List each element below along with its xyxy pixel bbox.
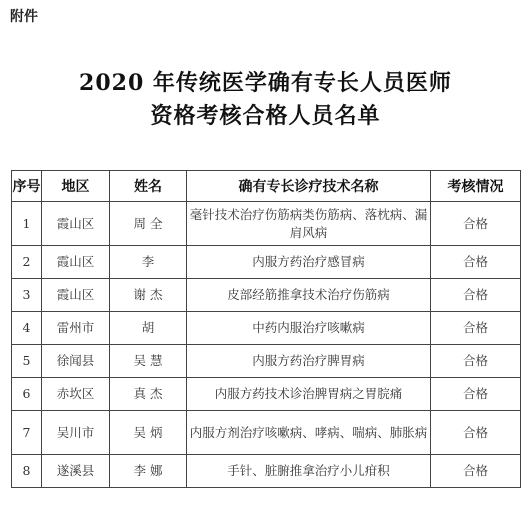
table-row [12, 345, 521, 378]
cell-name: 吴 炳 [110, 411, 187, 455]
cell-result: 合格 [431, 345, 521, 378]
table-row [12, 279, 521, 312]
cell-serial-number: 2 [12, 246, 42, 279]
cell-technique: 毫针技术治疗伤筋病类伤筋病、落枕病、漏肩风病 [187, 202, 431, 246]
table-row [12, 312, 521, 345]
attachment-label: 附件 [10, 9, 38, 25]
cell-region: 赤坎区 [42, 378, 110, 411]
header-name: 姓名 [110, 171, 187, 202]
cell-technique: 内服方剂治疗咳嗽病、哮病、喘病、肺胀病 [187, 411, 431, 455]
cell-result: 合格 [431, 202, 521, 246]
document-title-line-1: 2020 年传统医学确有专长人员医师 [79, 70, 452, 96]
header-region: 地区 [42, 171, 110, 202]
cell-name: 真 杰 [110, 378, 187, 411]
table-header-row [12, 171, 521, 202]
cell-name: 谢 杰 [110, 279, 187, 312]
cell-technique: 内服方药技术诊治脾胃病之胃脘痛 [187, 378, 431, 411]
cell-name: 李 [110, 246, 187, 279]
cell-region: 霞山区 [42, 279, 110, 312]
cell-result: 合格 [431, 455, 521, 488]
cell-technique: 内服方药治疗脾胃病 [187, 345, 431, 378]
cell-serial-number: 7 [12, 411, 42, 455]
cell-technique: 中药内服治疗咳嗽病 [187, 312, 431, 345]
cell-result: 合格 [431, 411, 521, 455]
cell-result: 合格 [431, 279, 521, 312]
cell-region: 雷州市 [42, 312, 110, 345]
cell-result: 合格 [431, 246, 521, 279]
cell-name: 吴 慧 [110, 345, 187, 378]
cell-serial-number: 3 [12, 279, 42, 312]
header-technique: 确有专长诊疗技术名称 [187, 171, 431, 202]
cell-technique: 皮部经筋推拿技术治疗伤筋病 [187, 279, 431, 312]
table-row [12, 378, 521, 411]
qualified-personnel-table [11, 170, 521, 488]
table-row [12, 411, 521, 455]
cell-region: 遂溪县 [42, 455, 110, 488]
cell-technique: 内服方药治疗感冒病 [187, 246, 431, 279]
cell-technique: 手针、脏腑推拿治疗小儿疳积 [187, 455, 431, 488]
cell-serial-number: 5 [12, 345, 42, 378]
header-serial-number: 序号 [12, 171, 42, 202]
cell-serial-number: 4 [12, 312, 42, 345]
cell-serial-number: 8 [12, 455, 42, 488]
header-assessment-result: 考核情况 [431, 171, 521, 202]
cell-name: 胡 [110, 312, 187, 345]
cell-serial-number: 1 [12, 202, 42, 246]
cell-region: 徐闻县 [42, 345, 110, 378]
cell-serial-number: 6 [12, 378, 42, 411]
cell-region: 吴川市 [42, 411, 110, 455]
cell-region: 霞山区 [42, 202, 110, 246]
table-row [12, 202, 521, 246]
cell-region: 霞山区 [42, 246, 110, 279]
cell-name: 周 全 [110, 202, 187, 246]
cell-result: 合格 [431, 312, 521, 345]
table-row [12, 246, 521, 279]
cell-result: 合格 [431, 378, 521, 411]
document-title-line-2: 资格考核合格人员名单 [150, 103, 381, 129]
cell-name: 李 娜 [110, 455, 187, 488]
table-row [12, 455, 521, 488]
